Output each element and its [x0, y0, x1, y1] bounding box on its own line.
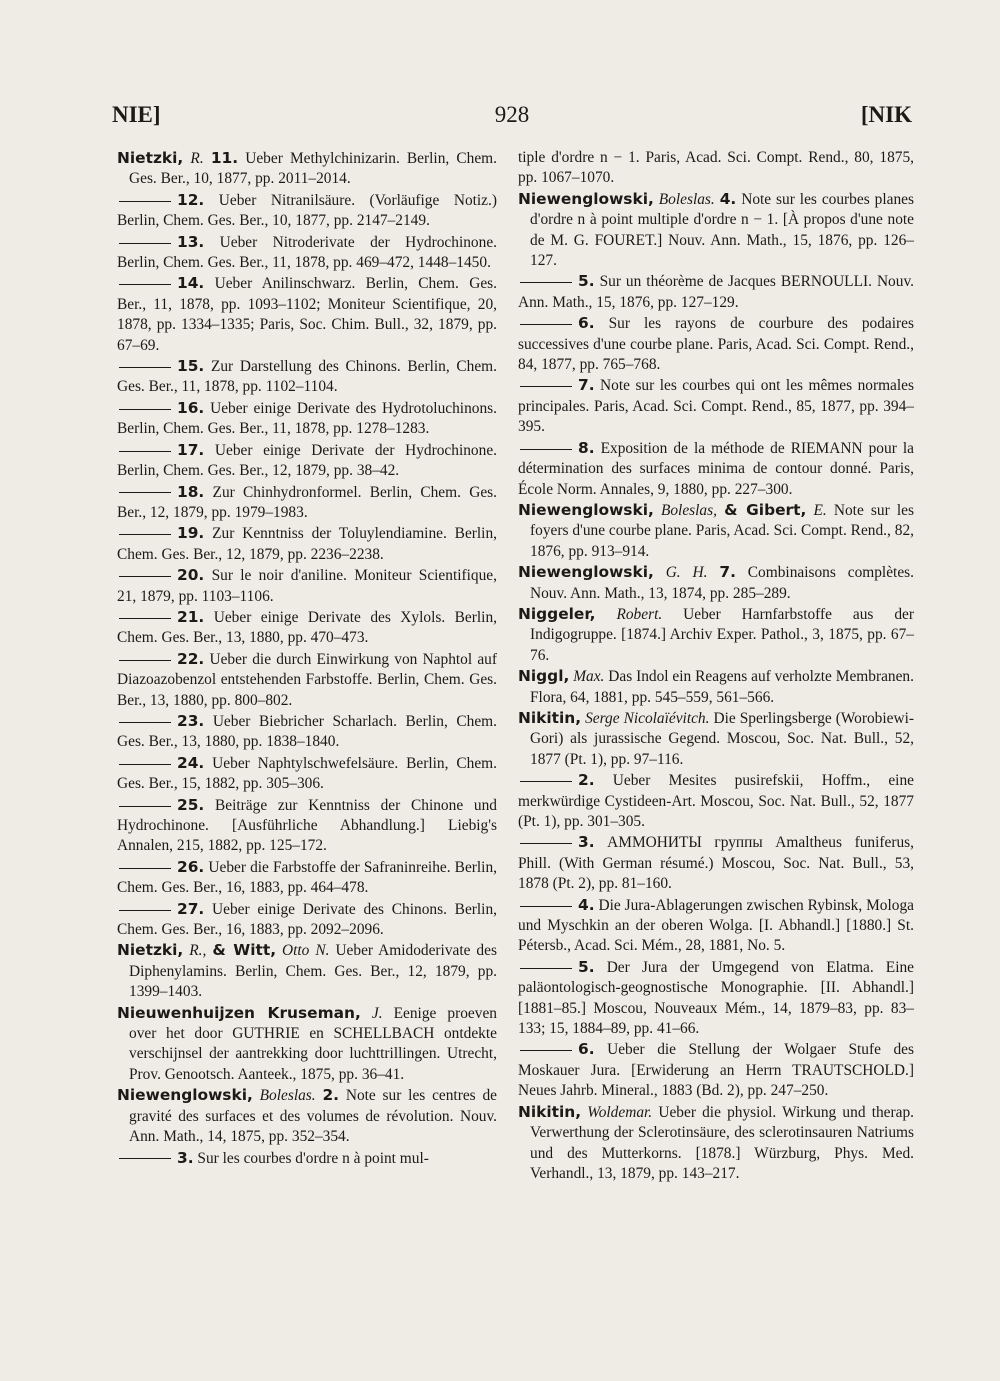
bib-entry [117, 940, 497, 1002]
entry-number: 2. [578, 771, 595, 790]
coauthor-given: Otto N. [282, 942, 330, 960]
ditto-rule [119, 806, 171, 807]
entry-number: 4. [719, 189, 737, 208]
ditto-rule [119, 576, 171, 577]
entry-text: АММОНИТЫ группы Amaltheus funiferus, Phill. (With German résumé.) Moscou, Soc. Nat. Bull., 53, 1878 (Pt. 2), pp. 81–160. [518, 834, 914, 893]
author-name: Niewenglowski, [518, 563, 654, 582]
entry-text: Zur Chinhydronformel. Berlin, Chem. Ges. Ber., 12, 1879, pp. 1979–1983. [117, 483, 497, 521]
bib-entry [117, 482, 497, 524]
bib-entry [117, 753, 497, 795]
running-header [112, 102, 912, 132]
entry-number: 20. [177, 566, 205, 585]
ditto-rule [119, 367, 171, 368]
entry-text: Der Jura der Umgegend von Elatma. Eine paläontologisch-geognostische Monographie. [II. Abhandl.] [1881–85.] Moscou, Nouveaux Mém., 14, 1879–83, pp. 83–133; 15, 1884–89, pp. 41–66. [518, 958, 914, 1038]
author-name: Niewenglowski, [518, 500, 654, 519]
entry-number: 18. [177, 482, 205, 501]
author-given: Max. [573, 668, 605, 686]
entry-text: Das Indol ein Reagens auf verholzte Membranen. Flora, 64, 1881, pp. 545–559, 561–566. [530, 668, 914, 706]
entry-number: 14. [177, 274, 205, 293]
ditto-rule [119, 492, 171, 493]
bib-entry [117, 440, 497, 482]
bib-entry [518, 375, 914, 437]
entry-number: 5. [578, 957, 595, 976]
bib-entry [518, 189, 914, 272]
entry-text: Ueber Amidoderivate des Diphenylamins. Berlin, Chem. Ges. Ber., 12, 1879, pp. 1399–1403. [129, 942, 497, 1001]
entry-number: 5. [578, 272, 595, 291]
bib-entry [518, 313, 914, 375]
ditto-rule [119, 618, 171, 619]
entry-number: 21. [177, 607, 205, 626]
author-name: Niggl, [518, 667, 570, 686]
author-given: R. [190, 150, 204, 167]
ditto-rule [520, 449, 572, 450]
author-given: Woldemar. [587, 1103, 653, 1121]
entry-text: Ueber Naphtylschwefelsäure. Berlin, Chem. Ges. Ber., 15, 1882, pp. 305–306. [117, 754, 497, 793]
entry-text: Ueber Nitranilsäure. (Vorläufige Notiz.) Berlin, Chem. Ges. Ber., 10, 1877, pp. 2147–2149. [117, 191, 497, 230]
ditto-rule [119, 910, 171, 911]
ditto-rule [520, 386, 572, 387]
entry-text: Ueber Methylchinizarin. Berlin, Chem. Ges. Ber., 10, 1877, pp. 2011–2014. [129, 150, 497, 188]
entry-text: Sur les rayons de courbure des podaires successives d'une courbe plane. Paris, Acad. Sci. Compt. Rend., 84, 1877, pp. 765–768. [518, 315, 914, 374]
ditto-rule [520, 843, 572, 844]
bib-entry [518, 500, 914, 562]
entry-text: Combinaisons complètes. Nouv. Ann. Math., 13, 1874, pp. 285–289. [530, 564, 914, 602]
ditto-rule [520, 906, 572, 907]
bib-entry [518, 1039, 914, 1101]
entry-number: 6. [578, 314, 595, 333]
entry-text: Sur le noir d'aniline. Moniteur Scientifique, 21, 1879, pp. 1103–1106. [117, 567, 497, 605]
entry-number: 19. [177, 524, 205, 543]
ditto-rule [520, 781, 572, 782]
ditto-rule [119, 534, 171, 535]
author-name: Nietzki, [117, 149, 184, 167]
bib-entry [117, 565, 497, 607]
entry-text: Beiträge zur Kenntniss der Chinone und Hydrochinone. [Ausführliche Abhandlung.] Liebig's Annalen, 215, 1882, pp. 125–172. [117, 796, 497, 855]
entry-text: Ueber einige Derivate der Hydrochinone. Berlin, Chem. Ges. Ber., 12, 1879, pp. 38–42. [117, 441, 497, 480]
bib-entry [117, 148, 497, 190]
ditto-rule [119, 284, 171, 285]
bib-entry [518, 604, 914, 666]
entry-text: Sur un théorème de Jacques BERNOULLI. Nouv. Ann. Math., 15, 1876, pp. 127–129. [518, 273, 914, 311]
entry-text: Ueber die Stellung der Wolgaer Stufe des Moskauer Jura. [Erwiderung an Herrn TRAUTSCHOLD.] Neues Jahrb. Mineral., 1883 (Bd. 2), pp. 247–250. [518, 1041, 914, 1100]
author-given: J. [371, 1004, 383, 1022]
bib-entry [518, 438, 914, 500]
author-name: Niewenglowski, [518, 189, 654, 208]
author-given: Robert. [616, 605, 663, 623]
author-name: Nikitin, [518, 708, 582, 727]
bib-entry [518, 148, 914, 189]
entry-number: 11. [210, 149, 239, 167]
author-given: Serge Nicolaïévitch. [585, 709, 710, 727]
author-name: Niggeler, [518, 604, 596, 623]
ditto-rule [119, 243, 171, 244]
author-name: Nikitin, [518, 1102, 582, 1121]
entry-number: 26. [177, 857, 205, 876]
bib-entry [117, 232, 497, 274]
bib-entry [518, 271, 914, 313]
ditto-rule [520, 1050, 572, 1051]
header-left: NIE] [112, 102, 161, 127]
ditto-rule [119, 451, 171, 452]
bib-entry [117, 607, 497, 649]
bib-entry [117, 398, 497, 440]
left-column [117, 148, 497, 1169]
entry-text: Note sur les courbes planes d'ordre n à point multiple d'ordre n − 1. [À propos d'une note de M. G. FOURET.] Nouv. Ann. Math., 15, 1876, pp. 126–127. [530, 190, 914, 270]
entry-number: 12. [177, 190, 205, 209]
bib-entry [518, 1102, 914, 1185]
bib-entry [518, 770, 914, 832]
entry-text: Ueber einige Derivate des Hydrotoluchinons. Berlin, Chem. Ges. Ber., 11, 1878, pp. 1278–1283. [117, 399, 497, 438]
bib-entry [117, 649, 497, 711]
entry-text: Ueber einige Derivate des Chinons. Berlin, Chem. Ges. Ber., 16, 1883, pp. 2092–2096. [117, 900, 497, 939]
author-given: Boleslas. [259, 1087, 316, 1105]
entry-text: Sur les courbes d'ordre n à point mul- [197, 1149, 429, 1167]
entry-text: Zur Kenntniss der Toluylendiamine. Berlin, Chem. Ges. Ber., 12, 1879, pp. 2236–2238. [117, 525, 497, 563]
entry-text: Exposition de la méthode de RIEMANN pour la détermination des surfaces minima de contour donné. Paris, École Norm. Annales, 9, 1880, pp. 227–300. [518, 439, 914, 498]
entry-text: Die Sperlingsberge (Worobiewi-Gori) als jurassische Gegend. Moscou, Soc. Nat. Bull., 52, 1877 (Pt. 1), pp. 97–116. [530, 709, 914, 768]
ditto-rule [119, 409, 171, 410]
entry-text: Ueber Harnfarbstoffe aus der Indigogruppe. [1874.] Archiv Exper. Pathol., 3, 1875, pp. 67–76. [530, 605, 914, 664]
author-given: Boleslas, [660, 501, 717, 519]
bib-entry [117, 857, 497, 899]
entry-number: 2. [322, 1086, 340, 1105]
bib-entry [117, 523, 497, 565]
ditto-rule [119, 722, 171, 723]
page-number: 928 [494, 102, 530, 127]
ditto-rule [119, 868, 171, 869]
bib-entry [117, 190, 497, 232]
ditto-rule [119, 660, 171, 661]
entry-text: Ueber die durch Einwirkung von Naphtol auf Diazoazobenzol entstehenden Farbstoffe. Berlin, Chem. Ges. Ber., 13, 1880, pp. 800–802. [117, 650, 497, 709]
entry-number: 13. [177, 232, 205, 251]
entry-number: 25. [177, 795, 205, 814]
ditto-rule [119, 201, 171, 202]
author-name: Nietzki, [117, 941, 184, 960]
entry-number: 3. [177, 1148, 194, 1167]
ditto-rule [520, 324, 572, 325]
entry-text: Note sur les foyers d'une courbe plane. Paris, Acad. Sci. Compt. Rend., 82, 1876, pp. 913–914. [530, 501, 914, 560]
entry-number: 16. [177, 398, 205, 417]
entry-text: Note sur les courbes qui ont les mêmes normales principales. Paris, Acad. Sci. Compt. Rend., 85, 1877, pp. 394–395. [518, 377, 914, 436]
ditto-rule [520, 282, 572, 283]
bib-entry [117, 1148, 497, 1169]
coauthor-given: E. [813, 501, 827, 519]
entry-text: tiple d'ordre n − 1. Paris, Acad. Sci. Compt. Rend., 80, 1875, pp. 1067–1070. [518, 149, 914, 187]
entry-text: Ueber Anilinschwarz. Berlin, Chem. Ges. Ber., 11, 1878, pp. 1093–1102; Moniteur Scientifique, 20, 1878, pp. 1334–1335; Paris, Soc. Chim. Bull., 32, 1879, pp. 67–69. [117, 275, 497, 354]
coauthor-name: & Gibert, [724, 500, 807, 519]
entry-text: Ueber Biebricher Scharlach. Berlin, Chem. Ges. Ber., 13, 1880, pp. 1838–1840. [117, 712, 497, 751]
header-right: [NIK [860, 102, 912, 127]
entry-number: 6. [578, 1040, 595, 1059]
bib-entry [518, 562, 914, 604]
bib-entry [117, 273, 497, 356]
entry-text: Ueber einige Derivate des Xylols. Berlin, Chem. Ges. Ber., 13, 1880, pp. 470–473. [117, 608, 497, 647]
bib-entry [117, 795, 497, 857]
entry-number: 15. [177, 357, 205, 376]
bib-entry [518, 957, 914, 1040]
entry-number: 7. [719, 563, 736, 582]
ditto-rule [119, 764, 171, 765]
bib-entry [518, 832, 914, 894]
coauthor-name: & Witt, [212, 941, 277, 960]
entry-text: Note sur les centres de gravité des surfaces et des volumes de révolution. Nouv. Ann. Math., 14, 1875, pp. 352–354. [129, 1087, 497, 1146]
bib-entry [518, 666, 914, 708]
entry-number: 4. [578, 895, 595, 914]
bib-entry [117, 899, 497, 941]
author-name: Niewenglowski, [117, 1086, 253, 1105]
bib-entry [117, 356, 497, 398]
bib-entry [117, 1085, 497, 1147]
bib-entry [117, 711, 497, 753]
right-column [518, 148, 914, 1184]
entry-number: 22. [177, 649, 205, 668]
bib-entry [518, 895, 914, 957]
entry-number: 3. [578, 833, 595, 852]
entry-number: 27. [177, 899, 205, 918]
author-name: Nieuwenhuijzen Kruseman, [117, 1003, 361, 1022]
entry-number: 24. [177, 753, 205, 772]
entry-number: 17. [177, 440, 205, 459]
entry-text: Zur Darstellung des Chinons. Berlin, Chem. Ges. Ber., 11, 1878, pp. 1102–1104. [117, 358, 497, 396]
entry-text: Ueber die Farbstoffe der Safraninreihe. Berlin, Chem. Ges. Ber., 16, 1883, pp. 464–478. [117, 858, 497, 897]
bib-entry [518, 708, 914, 770]
entry-number: 8. [578, 438, 595, 457]
author-given: Boleslas. [658, 190, 715, 208]
ditto-rule [520, 968, 572, 969]
entry-text: Eenige proeven over het door GUTHRIE en SCHELLBACH ontdekte verschijnsel der aantrekking door luchttrillingen. Utrecht, Prov. Genootsch. Aanteek., 1875, pp. 36–41. [129, 1004, 497, 1083]
entry-number: 7. [578, 376, 595, 395]
entry-text: Ueber Mesites pusirefskii, Hoffm., eine merkwürdige Cystideen-Art. Moscou, Soc. Nat. Bull., 52, 1877 (Pt. 1), pp. 301–305. [518, 772, 914, 830]
entry-number: 23. [177, 711, 205, 730]
entry-text: Die Jura-Ablagerungen zwischen Rybinsk, Mologa und Myschkin an der oberen Wolga. [I. Abhandl.] [1880.] St. Pétersb., Acad. Sci. Mém., 28, 1881, No. 5. [518, 896, 914, 955]
entry-text: Ueber Nitroderivate der Hydrochinone. Berlin, Chem. Ges. Ber., 11, 1878, pp. 469–472, 1448–1450. [117, 233, 497, 272]
ditto-rule [119, 1158, 171, 1159]
author-given: G. H. [665, 564, 708, 582]
author-given: R., [189, 942, 207, 960]
bib-entry [117, 1003, 497, 1086]
entry-text: Ueber die physiol. Wirkung und therap. Verwerthung der Sclerotinsäure, des sclerotinsauren Natriums und des Mutterkorns. [1878.] Würzburg, Phys. Med. Verhandl., 13, 1879, pp. 143–217. [530, 1103, 914, 1182]
